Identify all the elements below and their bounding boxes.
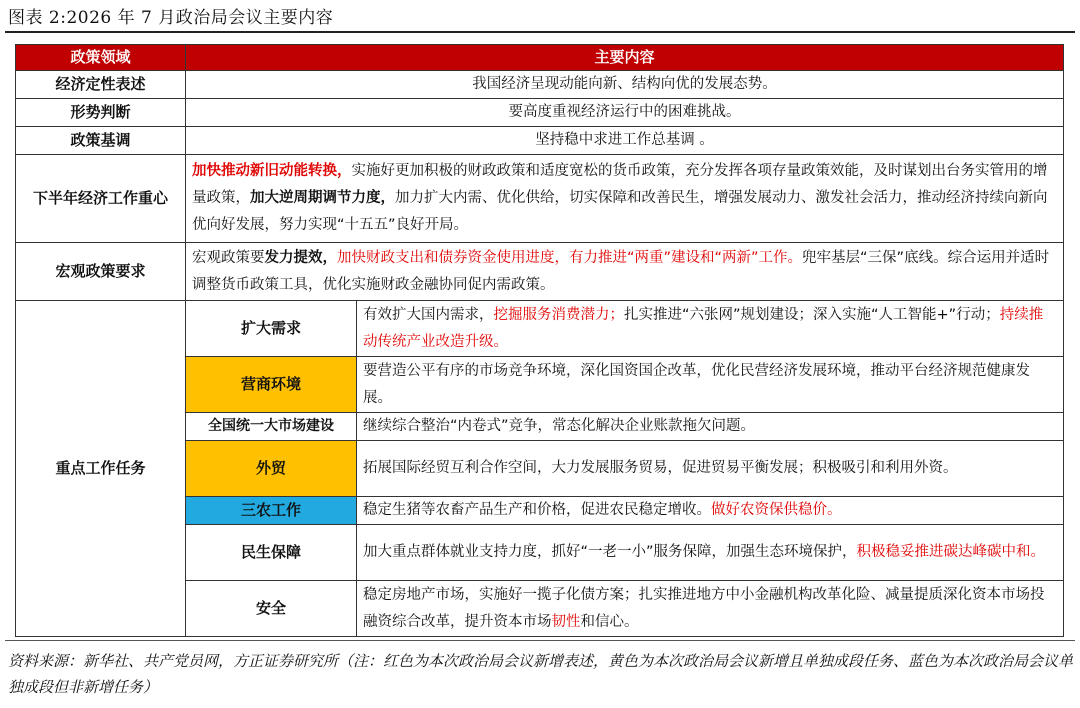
task-content (357, 581, 1064, 637)
new-statement: 做好农资保供稳价。 (711, 502, 842, 518)
table-row (16, 127, 1064, 155)
text-run: 加力扩大内需、优化供给，切实保障和改善民生，增强发展动力、激发社会活力，推动经济持续向新向优向好发展，努力实现“十五五”良好开局。 (192, 190, 1048, 233)
task-content: 要营造公平有序的市场竞争环境，深化国资国企改革，优化民营经济发展环境，推动平台经济规范健康发展。 (357, 357, 1064, 413)
new-statement: 挖掘服务消费潜力； (493, 306, 624, 323)
table-row (16, 301, 1064, 357)
row-label: 宏观政策要求 (16, 243, 186, 301)
row-label: 重点工作任务 (16, 301, 186, 637)
task-name: 安全 (186, 581, 357, 637)
table-header-row (16, 45, 1064, 71)
emphasis-text: 发力提效， (264, 249, 337, 266)
policy-table (15, 44, 1064, 637)
task-name: 外贸 (186, 441, 357, 497)
text-run: 实施好更加积极的财政政策和适度宽松的货币政策，充分发挥各项存量政策效能，及时谋划出台务实管用的增量政策， (192, 163, 1048, 206)
new-statement: 韧性 (551, 613, 581, 630)
task-content (357, 497, 1064, 525)
row-label: 政策基调 (16, 127, 186, 155)
source-rule (5, 640, 1075, 641)
text-run: 加大重点群体就业支持力度，抓好“一老一小”服务保障，加强生态环境保护， (363, 544, 857, 560)
task-name: 全国统一大市场建设 (186, 413, 357, 441)
new-statement: 加快推动新旧动能转换， (192, 163, 352, 179)
new-statement: 持续推动传统产业改造升级。 (363, 306, 1044, 350)
row-content: 要高度重视经济运行中的困难挑战。 (186, 99, 1064, 127)
text-run: 扎实推进“六张网”规划建设；深入实施“人工智能+”行动； (624, 306, 1000, 323)
table-row (16, 71, 1064, 99)
row-label: 下半年经济工作重心 (16, 155, 186, 243)
row-label: 经济定性表述 (16, 71, 186, 99)
task-content (357, 301, 1064, 357)
new-statement: 积极稳妥推进碳达峰碳中和。 (856, 544, 1046, 560)
row-content (186, 155, 1064, 243)
text-run: 有效扩大国内需求， (363, 306, 494, 323)
source-note: 资料来源：新华社、共产党员网，方正证券研究所（注：红色为本次政治局会议新增表述，黄色为本次政治局会议新增且单独成段任务、蓝色为本次政治局会议单独成段但非新增任务） (8, 652, 1074, 696)
row-content: 坚持稳中求进工作总基调 。 (186, 127, 1064, 155)
header-main-content: 主要内容 (186, 45, 1064, 71)
text-run: 宏观政策要 (192, 249, 265, 266)
text-run: 兜牢基层“三保”底线。综合运用并适时调整货币政策工具，优化实施财政金融协同促内需政策。 (192, 249, 1050, 293)
table-row (16, 155, 1064, 243)
table-row (16, 99, 1064, 127)
new-statement: 加快财政支出和债券资金使用进度，有力推进“两重”建设和“两新”工作。 (337, 249, 803, 266)
header-policy-area: 政策领域 (16, 45, 186, 71)
task-name: 扩大需求 (186, 301, 357, 357)
task-name: 三农工作 (186, 497, 357, 525)
table-row (16, 243, 1064, 301)
row-content: 我国经济呈现动能向新、结构向优的发展态势。 (186, 71, 1064, 99)
text-run: 和信心。 (580, 613, 639, 630)
figure-title: 图表 2:2026 年 7 月政治局会议主要内容 (8, 8, 334, 28)
title-rule (5, 31, 1075, 33)
text-run: 稳定房地产市场，实施好一揽子化债方案；扎实推进地方中小金融机构改革化险、减量提质深化资本市场投融资综合改革，提升资本市场 (363, 586, 1045, 630)
row-content (186, 243, 1064, 301)
task-name: 营商环境 (186, 357, 357, 413)
emphasis-text: 加大逆周期调节力度， (250, 190, 395, 206)
task-content: 拓展国际经贸互利合作空间，大力发展服务贸易，促进贸易平衡发展；积极吸引和利用外资。 (357, 441, 1064, 497)
task-content (357, 525, 1064, 581)
row-label: 形势判断 (16, 99, 186, 127)
task-name: 民生保障 (186, 525, 357, 581)
text-run: 稳定生猪等农畜产品生产和价格，促进农民稳定增收。 (363, 502, 711, 518)
task-content: 继续综合整治“内卷式”竞争，常态化解决企业账款拖欠问题。 (357, 413, 1064, 441)
